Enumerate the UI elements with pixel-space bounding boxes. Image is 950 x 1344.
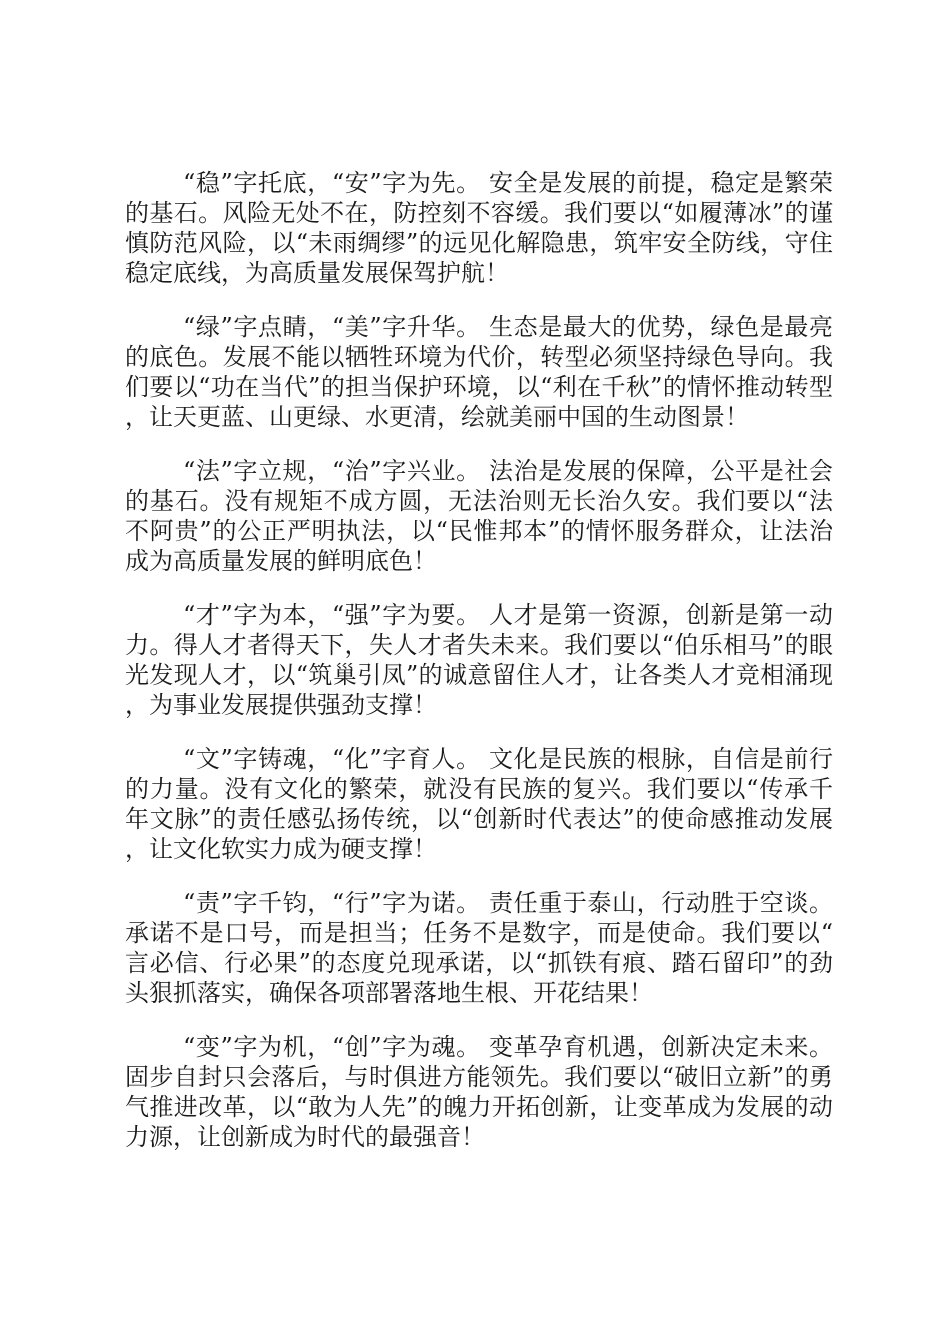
paragraph-rule-of-law: “法”字立规，“治”字兴业。 法治是发展的保障，公平是社会的基石。没有规矩不成方圆，无法治则无长治久安。我们要以“法不阿贵”的公正严明执法，以“民惟邦本”的情怀服务群众，让法治成为高质量发展的鲜明底色！ [125,457,833,575]
paragraph-ecology: “绿”字点睛，“美”字升华。 生态是最大的优势，绿色是最亮的底色。发展不能以牺牲环境为代价，转型必须坚持绿色导向。我们要以“功在当代”的担当保护环境，以“利在千秋”的情怀推动转型，让天更蓝、山更绿、水更清，绘就美丽中国的生动图景！ [125,313,833,431]
document-body [125,168,833,1176]
paragraph-stability: “稳”字托底，“安”字为先。 安全是发展的前提，稳定是繁荣的基石。风险无处不在，防控刻不容缓。我们要以“如履薄冰”的谨慎防范风险，以“未雨绸缪”的远见化解隐患，筑牢安全防线，守住稳定底线，为高质量发展保驾护航！ [125,169,833,287]
paragraph-responsibility: “责”字千钧，“行”字为诺。 责任重于泰山，行动胜于空谈。承诺不是口号，而是担当；任务不是数字，而是使命。我们要以“言必信、行必果”的态度兑现承诺，以“抓铁有痕、踏石留印”的劲头狠抓落实，确保各项部署落地生根、开花结果！ [125,889,833,1007]
paragraph-talent: “才”字为本，“强”字为要。 人才是第一资源，创新是第一动力。得人才者得天下，失人才者失未来。我们要以“伯乐相马”的眼光发现人才，以“筑巢引凤”的诚意留住人才，让各类人才竞相涌现，为事业发展提供强劲支撑！ [125,601,833,719]
paragraph-reform: “变”字为机，“创”字为魂。 变革孕育机遇，创新决定未来。固步自封只会落后，与时俱进方能领先。我们要以“破旧立新”的勇气推进改革，以“敢为人先”的魄力开拓创新，让变革成为发展的动力源，让创新成为时代的最强音！ [125,1033,833,1151]
paragraph-culture: “文”字铸魂，“化”字育人。 文化是民族的根脉，自信是前行的力量。没有文化的繁荣，就没有民族的复兴。我们要以“传承千年文脉”的责任感弘扬传统，以“创新时代表达”的使命感推动发展，让文化软实力成为硬支撑！ [125,745,833,863]
